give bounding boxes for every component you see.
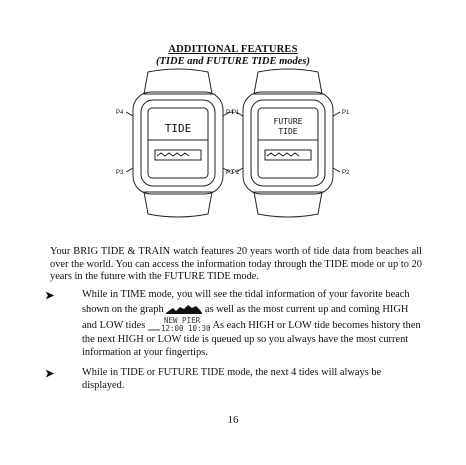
left-button-p1: P1 — [232, 110, 240, 116]
right-watch — [236, 69, 340, 217]
section-title: ADDITIONAL FEATURES — [168, 44, 298, 55]
page-number: 16 — [227, 414, 239, 426]
right-button-p4: P4 — [226, 110, 234, 116]
right-button-p2: P2 — [342, 170, 350, 176]
tide-place-label: NEW PIER — [163, 316, 201, 326]
bullet1-part2: as well as the most current up and coming HIGH and LOW tides — [82, 303, 409, 332]
right-button-p3: P3 — [226, 170, 234, 176]
section-subtitle: (TIDE and FUTURE TIDE modes) — [155, 56, 310, 67]
left-button-p3: P3 — [116, 170, 124, 176]
tide-time-2: 10:30 — [187, 324, 211, 334]
bullet-text-1 — [82, 289, 422, 359]
intro-paragraph: Your BRIG TIDE & TRAIN watch features 20 years worth of tide data from beaches all over the world. You can access the information today through the TIDE mode or up to 20 years in the future with the FUTURE TIDE mode. — [50, 246, 422, 283]
bullet-arrow-2: ➤ — [45, 368, 55, 380]
tide-graph-icon — [166, 302, 202, 314]
right-watch-screen-line1: FUTURE — [273, 117, 303, 126]
left-button-p2: P2 — [232, 170, 240, 176]
bullet-arrow-1: ➤ — [45, 290, 55, 302]
bullet1-part1: While in TIME mode, you will see the tidal information of your favorite beach shown on the graph — [82, 289, 410, 315]
right-watch-screen-line2: TIDE — [278, 127, 298, 136]
right-button-p1: P1 — [342, 110, 350, 116]
left-watch-screen-text: TIDE — [164, 122, 192, 135]
left-button-p4: P4 — [116, 110, 124, 116]
watch-illustration — [108, 68, 358, 218]
bullet-text-2: While in TIDE or FUTURE TIDE mode, the next 4 tides will always be displayed. — [82, 367, 382, 391]
tide-time-1: 12:00 — [160, 324, 184, 334]
tide-times-display — [148, 316, 211, 334]
left-watch — [126, 69, 230, 217]
bullet1-part3: . As each HIGH or LOW tide becomes history then the next HIGH or LOW tide is queued up so you always have the most current information at your fingertips. — [82, 320, 421, 358]
